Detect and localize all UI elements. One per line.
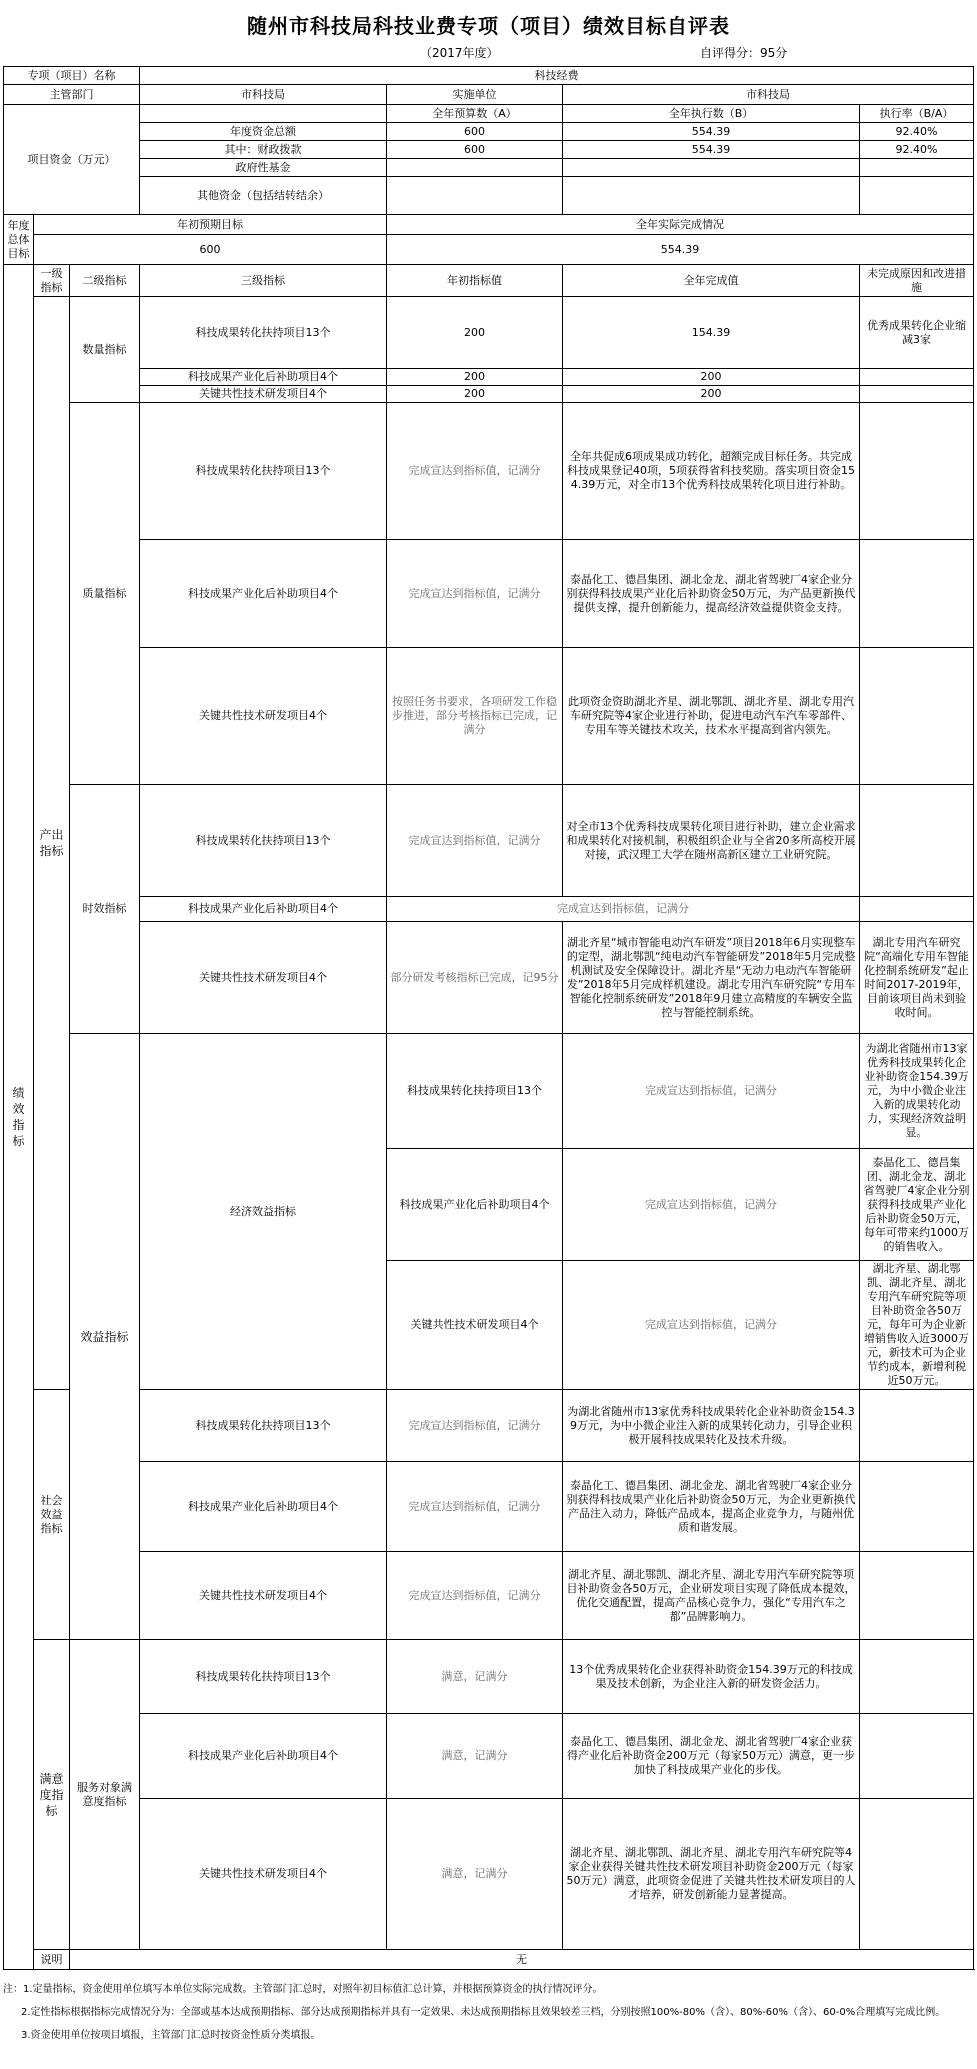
funds-row-name: 其中：财政拨款	[140, 141, 387, 159]
indicator-row	[4, 386, 974, 403]
indicator-row	[4, 897, 974, 922]
level3-cell: 关键共性技术研发项目4个	[387, 1261, 563, 1390]
funds-row-rate	[860, 177, 974, 215]
actual-cell: 为湖北省随州市13家优秀科技成果转化企业补助资金154.39万元，为中小微企业注入新的成果转化动力，引导企业积极开展科技成果转化及技术升级。	[563, 1390, 860, 1462]
actual-cell: 154.39	[563, 297, 860, 369]
funds-row-name: 年度资金总额	[140, 123, 387, 141]
indicator-row	[4, 785, 974, 897]
indicator-row	[4, 1462, 974, 1552]
level3-cell: 科技成果产业化后补助项目4个	[387, 1149, 563, 1261]
level3-cell: 科技成果转化扶持项目13个	[140, 403, 387, 540]
footnote: 2.定性指标根据指标完成情况分为：全部或基本达成预期指标、部分达成预期指标并具有一定效果、未达成预期指标且效果较差三档，分别按照100%-80%（含）、80%-60%（含）、60-0%合理填写完成比例。	[21, 2007, 946, 2018]
remark-row	[4, 1950, 974, 1970]
funds-row-exec: 554.39	[563, 123, 860, 141]
remark-label: 说明	[34, 1950, 70, 1970]
funds-row-plan: 600	[387, 141, 563, 159]
remark-value: 无	[70, 1950, 974, 1970]
funds-row-exec: 554.39	[563, 141, 860, 159]
reason-cell	[860, 403, 974, 540]
project-row	[4, 67, 974, 85]
reason-cell: 优秀成果转化企业缩减3家	[860, 297, 974, 369]
impl-value: 市科技局	[563, 85, 974, 105]
level1-satisfaction: 满意度指标	[34, 1640, 70, 1950]
target-cell: 满意，记满分	[387, 1714, 563, 1799]
level3-cell: 科技成果产业化后补助项目4个	[140, 897, 387, 922]
indicator-row	[4, 369, 974, 386]
target-cell: 完成宣达到指标值，记满分	[387, 403, 563, 540]
indicator-row	[4, 1390, 974, 1462]
actual-cell: 200	[563, 386, 860, 403]
target-cell: 满意，记满分	[387, 1640, 563, 1714]
target-cell: 完成宣达到指标值，记满分	[387, 1390, 563, 1462]
actual-cell: 泰晶化工、德昌集团、湖北金龙、湖北省驾驶厂4家企业分别获得科技成果产业化后补助资金50万元，为企业更新换代产品注入动力，降低产品成本，提高企业竞争力，与随州优质和谐发展。	[563, 1462, 860, 1552]
indicator-row	[4, 540, 974, 648]
dept-label: 主管部门	[4, 85, 140, 105]
target-cell: 按照任务书要求，各项研发工作稳步推进，部分考核指标已完成，记满分	[387, 648, 563, 785]
overall-values-row	[4, 235, 974, 265]
indicator-row	[4, 403, 974, 540]
level3-cell: 科技成果产业化后补助项目4个	[140, 369, 387, 386]
level1-benefit: 效益指标	[70, 1034, 140, 1640]
target-cell: 完成宣达到指标值，记满分	[387, 897, 860, 922]
indicator-row	[4, 922, 974, 1034]
level3-cell: 关键共性技术研发项目4个	[140, 386, 387, 403]
target-cell: 完成宣达到指标值，记满分	[387, 1462, 563, 1552]
reason-cell	[860, 386, 974, 403]
funds-row-rate	[860, 159, 974, 177]
funds-header-row	[4, 105, 974, 123]
level3-cell: 科技成果转化扶持项目13个	[140, 1390, 387, 1462]
indicator-row	[4, 1034, 974, 1149]
level2-social: 社会效益指标	[34, 1390, 70, 1640]
indicator-row	[4, 1799, 974, 1950]
level2-service: 服务对象满意度指标	[70, 1640, 140, 1950]
reason-cell	[860, 897, 974, 922]
reason-cell	[860, 369, 974, 386]
reason-cell	[860, 1390, 974, 1462]
actual-cell: 全年共促成6项成果成功转化，超额完成目标任务。共完成科技成果登记40项，5项获得省科技奖励。落实项目资金154.39万元，对全市13个优秀科技成果转化项目进行补助。	[563, 403, 860, 540]
actual-cell: 13个优秀成果转化企业获得补助资金154.39万元的科技成果及技术创新，为企业注入新的研发资金活力。	[563, 1640, 860, 1714]
footnote: 3.资金使用单位按项目填报，主管部门汇总时按资金性质分类填报。	[21, 2030, 321, 2041]
indicator-row	[4, 297, 974, 369]
target-cell: 完成宣达到指标值，记满分	[563, 1149, 860, 1261]
level3-cell: 科技成果转化扶持项目13个	[140, 297, 387, 369]
page-title: 随州市科技局科技业费专项（项目）绩效目标自评表	[247, 14, 730, 38]
overall-actual: 554.39	[387, 235, 974, 265]
funds-row-name: 政府性基金	[140, 159, 387, 177]
funds-row-plan: 600	[387, 123, 563, 141]
target-cell: 200	[387, 369, 563, 386]
funds-row-plan	[387, 159, 563, 177]
reason-cell	[860, 540, 974, 648]
overall-label: 年度总体目标	[4, 215, 34, 265]
actual-cell: 对全市13个优秀科技成果转化项目进行补助，建立企业需求和成果转化对接机制，积极组织企业与全省20多所高校开展对接，武汉理工大学在随州高新区建立工业研究院。	[563, 785, 860, 897]
header-target: 年初指标值	[387, 265, 563, 297]
actual-cell: 湖北齐星、湖北鄂凯、湖北齐星、湖北专用汽车研究院等项目补助资金各50万元，每年可为企业新增销售收入近3000万元，新技术可为企业节约成本，新增利税近50万元。	[860, 1261, 974, 1390]
report-year: （2017年度）	[420, 46, 499, 60]
header-reason: 未完成原因和改进措施	[860, 265, 974, 297]
level3-cell: 科技成果产业化后补助项目4个	[140, 540, 387, 648]
level2-economic: 经济效益指标	[140, 1034, 387, 1390]
actual-cell: 湖北齐星“城市智能电动汽车研发”项目2018年6月实现整车的定型，湖北鄂凯“纯电动汽车智能研发”2018年5月完成整机测试及安全保障设计。湖北齐星“无动力电动汽车智能研发”2018年5月完成样机建设。湖北专用汽车研究院“专用车智能化控制系统研发”2018年9月建立高精度的车辆安全监控与智能控制系统。	[563, 922, 860, 1034]
reason-cell	[860, 1714, 974, 1799]
funds-row-plan	[387, 177, 563, 215]
indicator-row	[4, 1714, 974, 1799]
performance-indicators-label: 绩效指标	[4, 265, 34, 1970]
level3-cell: 科技成果转化扶持项目13个	[140, 1640, 387, 1714]
target-cell: 完成宣达到指标值，记满分	[387, 540, 563, 648]
footnotes	[3, 1982, 973, 2051]
indicator-header-row	[4, 265, 974, 297]
reason-cell	[860, 1462, 974, 1552]
target-cell: 满意，记满分	[387, 1799, 563, 1950]
overall-target: 600	[34, 235, 387, 265]
level3-cell: 科技成果产业化后补助项目4个	[140, 1462, 387, 1552]
target-cell: 完成宣达到指标值，记满分	[387, 785, 563, 897]
level3-cell: 关键共性技术研发项目4个	[140, 922, 387, 1034]
footnote: 注：1.定量指标，资金使用单位填写本单位实际完成数。主管部门汇总时，对照年初目标值汇总计算，并根据预算资金的执行情况评分。	[3, 1984, 603, 1995]
funds-col-rate: 执行率（B/A）	[860, 105, 974, 123]
actual-cell: 为湖北省随州市13家优秀科技成果转化企业补助资金154.39万元，为中小微企业注入新的成果转化动力，实现经济效益明显。	[860, 1034, 974, 1149]
funds-row-rate: 92.40%	[860, 123, 974, 141]
actual-cell: 泰晶化工、德昌集团、湖北金龙、湖北省驾驶厂4家企业分别获得科技成果产业化后补助资金50万元，为产品更新换代提供支撑，提升创新能力，提高经济效益提供资金支持。	[563, 540, 860, 648]
actual-cell: 湖北齐星、湖北鄂凯、湖北齐星、湖北专用汽车研究院等4家企业获得关键共性技术研发项目补助资金200万元（每家50万元）满意，此项资金促进了关键共性技术研发项目的人才培养，研发创新能力显著提高。	[563, 1799, 860, 1950]
target-cell: 完成宣达到指标值，记满分	[563, 1034, 860, 1149]
reason-cell	[860, 648, 974, 785]
target-cell: 200	[387, 386, 563, 403]
self-score: 自评得分：95分	[700, 46, 788, 60]
dept-value: 市科技局	[140, 85, 387, 105]
header-level3: 三级指标	[140, 265, 387, 297]
indicator-row	[4, 1552, 974, 1640]
target-cell: 部分研发考核指标已完成，记95分	[387, 922, 563, 1034]
level3-cell: 科技成果产业化后补助项目4个	[140, 1714, 387, 1799]
overall-actual-header: 全年实际完成情况	[387, 215, 974, 235]
funds-row	[4, 159, 974, 177]
level3-cell: 科技成果转化扶持项目13个	[140, 785, 387, 897]
funds-row	[4, 123, 974, 141]
actual-cell: 泰晶化工、德昌集团、湖北金龙、湖北省驾驶厂4家企业分别获得科技成果产业化后补助资金50万元，每年可带来约1000万的销售收入。	[860, 1149, 974, 1261]
actual-cell: 此项资金资助湖北齐星、湖北鄂凯、湖北齐星、湖北专用汽车研究院等4家企业进行补助，促进电动汽车汽车零部件、专用车等关键技术攻关，技术水平提高到省内领先。	[563, 648, 860, 785]
funds-row-exec	[563, 177, 860, 215]
project-label: 专项（项目）名称	[4, 67, 140, 85]
actual-cell: 泰晶化工、德昌集团、湖北金龙、湖北省驾驶厂4家企业获得产业化后补助资金200万元（每家50万元）满意，更一步加快了科技成果产业化的步伐。	[563, 1714, 860, 1799]
funds-row-exec	[563, 159, 860, 177]
evaluation-table	[3, 66, 974, 1970]
level3-cell: 关键共性技术研发项目4个	[140, 1799, 387, 1950]
dept-row	[4, 85, 974, 105]
funds-row	[4, 177, 974, 215]
overall-header-row	[4, 215, 974, 235]
level2-quality: 质量指标	[70, 403, 140, 785]
actual-cell: 200	[563, 369, 860, 386]
funds-label: 项目资金（万元）	[4, 105, 140, 215]
indicator-row	[4, 648, 974, 785]
impl-label: 实施单位	[387, 85, 563, 105]
funds-col-plan: 全年预算数（A）	[387, 105, 563, 123]
subtitle-row	[0, 44, 977, 62]
funds-row-name: 其他资金（包括结转结余）	[140, 177, 387, 215]
overall-target-header: 年初预期目标	[34, 215, 387, 235]
actual-cell: 湖北齐星、湖北鄂凯、湖北齐星、湖北专用汽车研究院等项目补助资金各50万元，企业研发项目实现了降低成本提效，优化交通配置，提高产品核心竞争力，强化“专用汽车之都”品牌影响力。	[563, 1552, 860, 1640]
target-cell: 200	[387, 297, 563, 369]
target-cell: 完成宣达到指标值，记满分	[563, 1261, 860, 1390]
header-actual: 全年完成值	[563, 265, 860, 297]
funds-col-exec: 全年执行数（B）	[563, 105, 860, 123]
reason-cell	[860, 785, 974, 897]
level2-quantity: 数量指标	[70, 297, 140, 403]
funds-row	[4, 141, 974, 159]
header-level2: 二级指标	[70, 265, 140, 297]
level3-cell: 科技成果转化扶持项目13个	[387, 1034, 563, 1149]
level3-cell: 关键共性技术研发项目4个	[140, 1552, 387, 1640]
header-level1: 一级指标	[34, 265, 70, 297]
funds-row-rate: 92.40%	[860, 141, 974, 159]
reason-cell	[860, 1640, 974, 1714]
level2-timeliness: 时效指标	[70, 785, 140, 1034]
indicator-row	[4, 1640, 974, 1714]
reason-cell	[860, 1552, 974, 1640]
level1-output: 产出指标	[34, 297, 70, 1390]
level3-cell: 关键共性技术研发项目4个	[140, 648, 387, 785]
reason-cell: 湖北专用汽车研究院“高端化专用车智能化控制系统研发”起止时间2017-2019年，目前该项目尚未到验收时间。	[860, 922, 974, 1034]
project-value: 科技经费	[140, 67, 974, 85]
reason-cell	[860, 1799, 974, 1950]
target-cell: 完成宣达到指标值，记满分	[387, 1552, 563, 1640]
